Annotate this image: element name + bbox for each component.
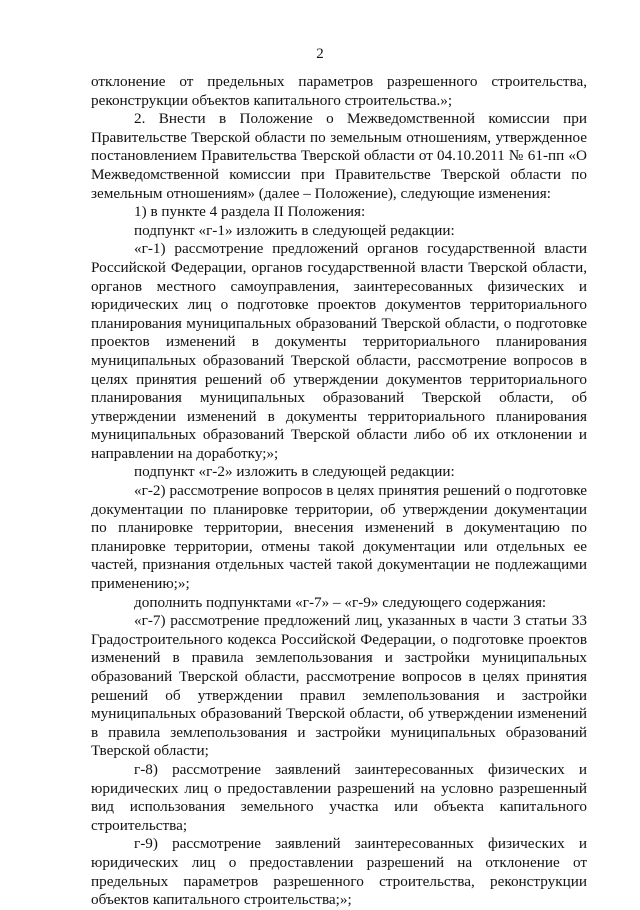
paragraph-subitem-1: 1) в пункте 4 раздела II Положения:	[134, 203, 366, 221]
paragraph-g2-intro: подпункт «г-2» изложить в следующей редакции:	[134, 463, 455, 481]
paragraph-g1-intro: подпункт «г-1» изложить в следующей редакции:	[134, 221, 455, 239]
paragraph-g9-text: г-9) рассмотрение заявлений заинтересованных физических и юридических лиц о предоставлении разрешений на отклонение от предельных параметров разрешенного строительства, реконструкции объектов капитального строительства;»;	[91, 835, 587, 909]
paragraph-item-2: 2. Внести в Положение о Межведомственной комиссии при Правительстве Тверской области по земельным отношениям, утвержденное постановлением Правительства Тверской области от 04.10.2011 № 61-пп «О Межведомственной комиссии при Правительстве Тверской области по земельным отношениям» (далее – Положение), следующие изменения:	[91, 110, 587, 202]
paragraph-continuation: отклонение от предельных параметров разрешенного строительства, реконструкции объектов капитального строительства.»;	[91, 73, 587, 109]
paragraph-g1-text: «г-1) рассмотрение предложений органов государственной власти Российской Федерации, органов государственной власти Тверской области, органов местного самоуправления, заинтересованных физических и юридических лиц о подготовке проектов документов территориального планирования муниципальных образований Тверской области, о подготовке проектов изменений в документы территориального планирования муниципальных образований Тверской области, рассмотрение вопросов в целях принятия решений об утверждении документов территориального планирования муниципальных образований Тверской области, об утверждении изменений в документы территориального планирования муниципальных образований Тверской области либо об их отклонении и направлении на доработку;»;	[91, 240, 587, 462]
paragraph-g7-g9-intro: дополнить подпунктами «г-7» – «г-9» следующего содержания:	[134, 593, 547, 611]
page-number: 2	[316, 46, 324, 62]
paragraph-g2-text: «г-2) рассмотрение вопросов в целях принятия решений о подготовке документации по планировке территории, об утверждении документации по планировке территории, внесения изменений в документацию по планировке территории, отмены такой документации или отдельных ее частей, признания отдельных частей такой документации не подлежащими применению;»;	[91, 482, 587, 593]
document-body	[91, 73, 587, 910]
paragraph-g7-text: «г-7) рассмотрение предложений лиц, указанных в части 3 статьи 33 Градостроительного кодекса Российской Федерации, о подготовке проектов изменений в правила землепользования и застройки муниципальных образований Тверской области, рассмотрение вопросов в целях принятия решений об утверждении правил землепользования и застройки муниципальных образований Тверской области, об утверждении изменений в правила землепользования и застройки муниципальных образований Тверской области;	[91, 612, 587, 760]
paragraph-g8-text: г-8) рассмотрение заявлений заинтересованных физических и юридических лиц о предоставлении разрешений на условно разрешенный вид использования земельного участка или объекта капитального строительства;	[91, 760, 587, 834]
